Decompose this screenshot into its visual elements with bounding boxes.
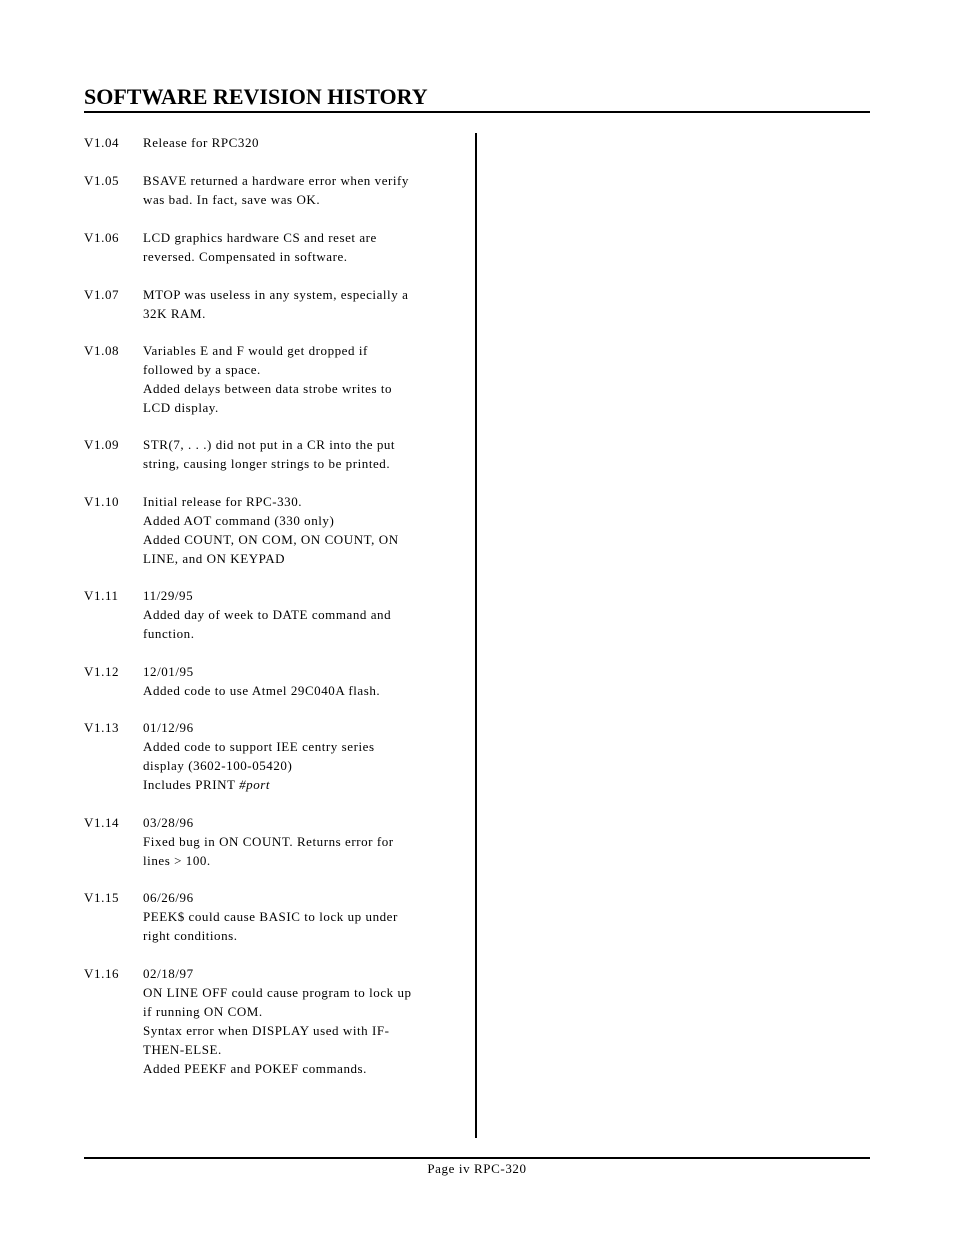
revision-note-italic: #port <box>239 777 271 792</box>
revision-note: Variables E and F would get dropped if <box>143 343 368 358</box>
revision-version: V1.13 <box>84 720 120 735</box>
revision-version: V1.08 <box>84 343 120 358</box>
revision-note: PEEK$ could cause BASIC to lock up under <box>143 909 398 924</box>
page-footer: Page iv RPC-320 <box>427 1161 527 1176</box>
revision-note: Added PEEKF and POKEF commands. <box>143 1061 367 1076</box>
revision-note: Added delays between data strobe writes to <box>143 381 393 396</box>
revision-note: Added code to support IEE centry series <box>143 739 375 754</box>
revision-version: V1.04 <box>84 135 120 150</box>
revision-version: V1.14 <box>84 815 120 830</box>
revision-note: ON LINE OFF could cause program to lock up <box>143 985 412 1000</box>
revision-version: V1.12 <box>84 664 120 679</box>
revision-note: function. <box>143 626 195 641</box>
revision-note: Added AOT command (330 only) <box>143 513 335 528</box>
revision-note: 32K RAM. <box>143 306 206 321</box>
revision-note: LCD display. <box>143 400 219 415</box>
revision-note: Fixed bug in ON COUNT. Returns error for <box>143 834 394 849</box>
revision-note: Added COUNT, ON COM, ON COUNT, ON <box>143 532 399 547</box>
revision-note: string, causing longer strings to be printed. <box>143 456 391 471</box>
revision-note: MTOP was useless in any system, especially a <box>143 287 409 302</box>
revision-version: V1.16 <box>84 966 120 981</box>
revision-note: Syntax error when DISPLAY used with IF- <box>143 1023 390 1038</box>
revision-note: 11/29/95 <box>143 588 194 603</box>
revision-version: V1.11 <box>84 588 119 603</box>
revision-note: 06/26/96 <box>143 890 194 905</box>
revision-note: Added code to use Atmel 29C040A flash. <box>143 683 381 698</box>
revision-note: 01/12/96 <box>143 720 194 735</box>
revision-note: Added day of week to DATE command and <box>143 607 392 622</box>
revision-version: V1.10 <box>84 494 120 509</box>
revision-note: followed by a space. <box>143 362 261 377</box>
revision-note: Release for RPC320 <box>143 135 260 150</box>
revision-note: reversed. Compensated in software. <box>143 249 348 264</box>
column-divider <box>475 133 477 1138</box>
revision-version: V1.15 <box>84 890 120 905</box>
revision-note: STR(7, . . .) did not put in a CR into the put <box>143 437 396 452</box>
revision-note: if running ON COM. <box>143 1004 263 1019</box>
revision-note: right conditions. <box>143 928 238 943</box>
revision-note: THEN-ELSE. <box>143 1042 222 1057</box>
revision-note-text: Includes PRINT <box>143 777 240 792</box>
revision-version: V1.07 <box>84 287 120 302</box>
revision-note: lines > 100. <box>143 853 211 868</box>
revision-note <box>143 775 463 794</box>
page-title: SOFTWARE REVISION HISTORY <box>84 84 428 109</box>
revision-note: display (3602-100-05420) <box>143 758 293 773</box>
revision-note: LINE, and ON KEYPAD <box>143 551 286 566</box>
revision-version: V1.06 <box>84 230 120 245</box>
revision-note: LCD graphics hardware CS and reset are <box>143 230 377 245</box>
revision-note: BSAVE returned a hardware error when verify <box>143 173 409 188</box>
revision-note: 03/28/96 <box>143 815 194 830</box>
revision-note: Initial release for RPC-330. <box>143 494 303 509</box>
footer-rule <box>84 1157 870 1159</box>
revision-note: 12/01/95 <box>143 664 194 679</box>
revision-version: V1.09 <box>84 437 120 452</box>
revision-note: 02/18/97 <box>143 966 194 981</box>
revision-version: V1.05 <box>84 173 120 188</box>
revision-note: was bad. In fact, save was OK. <box>143 192 321 207</box>
header-rule <box>84 111 870 113</box>
